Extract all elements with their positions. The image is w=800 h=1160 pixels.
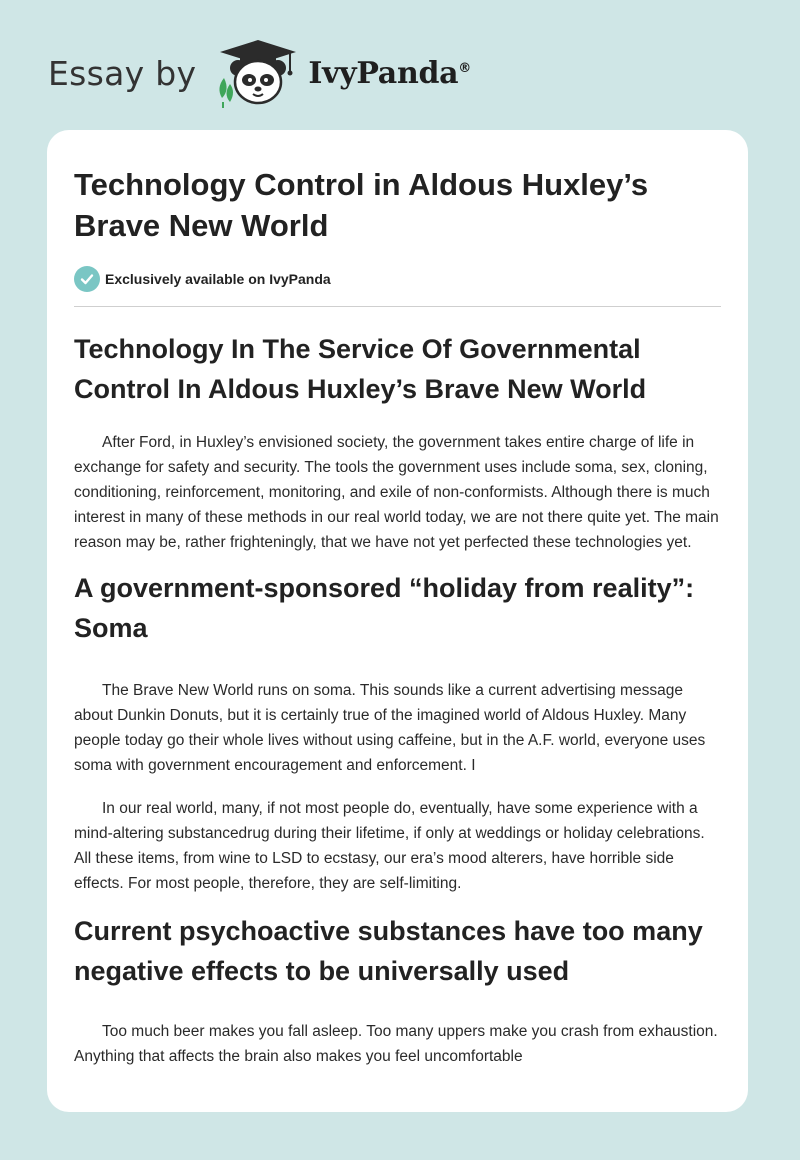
essay-card — [47, 130, 748, 1112]
brand-name[interactable]: IvyPanda® — [308, 55, 471, 91]
paragraph: The Brave New World runs on soma. This sounds like a current advertising message about Dunkin Donuts, but it is certainly true of the imagined world of Aldous Huxley. Many people today go their whole lives without using caffeine, but in the A.F. world, everyone uses soma with government encouragement and enforcement. I — [74, 682, 706, 774]
paragraph: Too much beer makes you fall asleep. Too many uppers make you crash from exhaustion. Anything that affects the brain also makes you feel uncomfortable — [74, 1023, 718, 1065]
section-heading: Current psychoactive substances have too many negative effects to be universally used — [74, 916, 703, 986]
exclusive-badge-text: Exclusively available on IvyPanda — [105, 271, 331, 287]
site-header — [48, 38, 471, 108]
paragraph: After Ford, in Huxley’s envisioned society, the government takes entire charge of life in exchange for safety and security. The tools the government uses include soma, sex, cloning, conditioning, reinforcement, monitoring, and exile of non-conformists. Although there is much interest in many of these methods in our real world today, we are not there quite yet. The main reason may be, rather frighteningly, that we have not yet perfected these technologies yet. — [74, 434, 719, 551]
registered-mark: ® — [458, 60, 471, 76]
page-title: Technology Control in Aldous Huxley’s Brave New World — [74, 167, 649, 243]
check-circle-icon — [74, 266, 100, 292]
paragraph: In our real world, many, if not most people do, eventually, have some experience with a mind-altering substancedrug during their lifetime, if only at weddings or holiday celebrations. All these items, from wine to LSD to ecstasy, our era’s mood alterers, have horrible side effects. For most people, therefore, they are self-limiting. — [74, 800, 705, 892]
exclusive-badge — [74, 266, 721, 292]
essay-by-label: Essay by — [48, 53, 197, 93]
panda-graduate-icon[interactable] — [210, 38, 306, 108]
section-heading: A government-sponsored “holiday from reality”: Soma — [74, 573, 695, 643]
section-heading: Technology In The Service Of Governmental Control In Aldous Huxley’s Brave New World — [74, 334, 647, 404]
divider — [74, 306, 721, 307]
